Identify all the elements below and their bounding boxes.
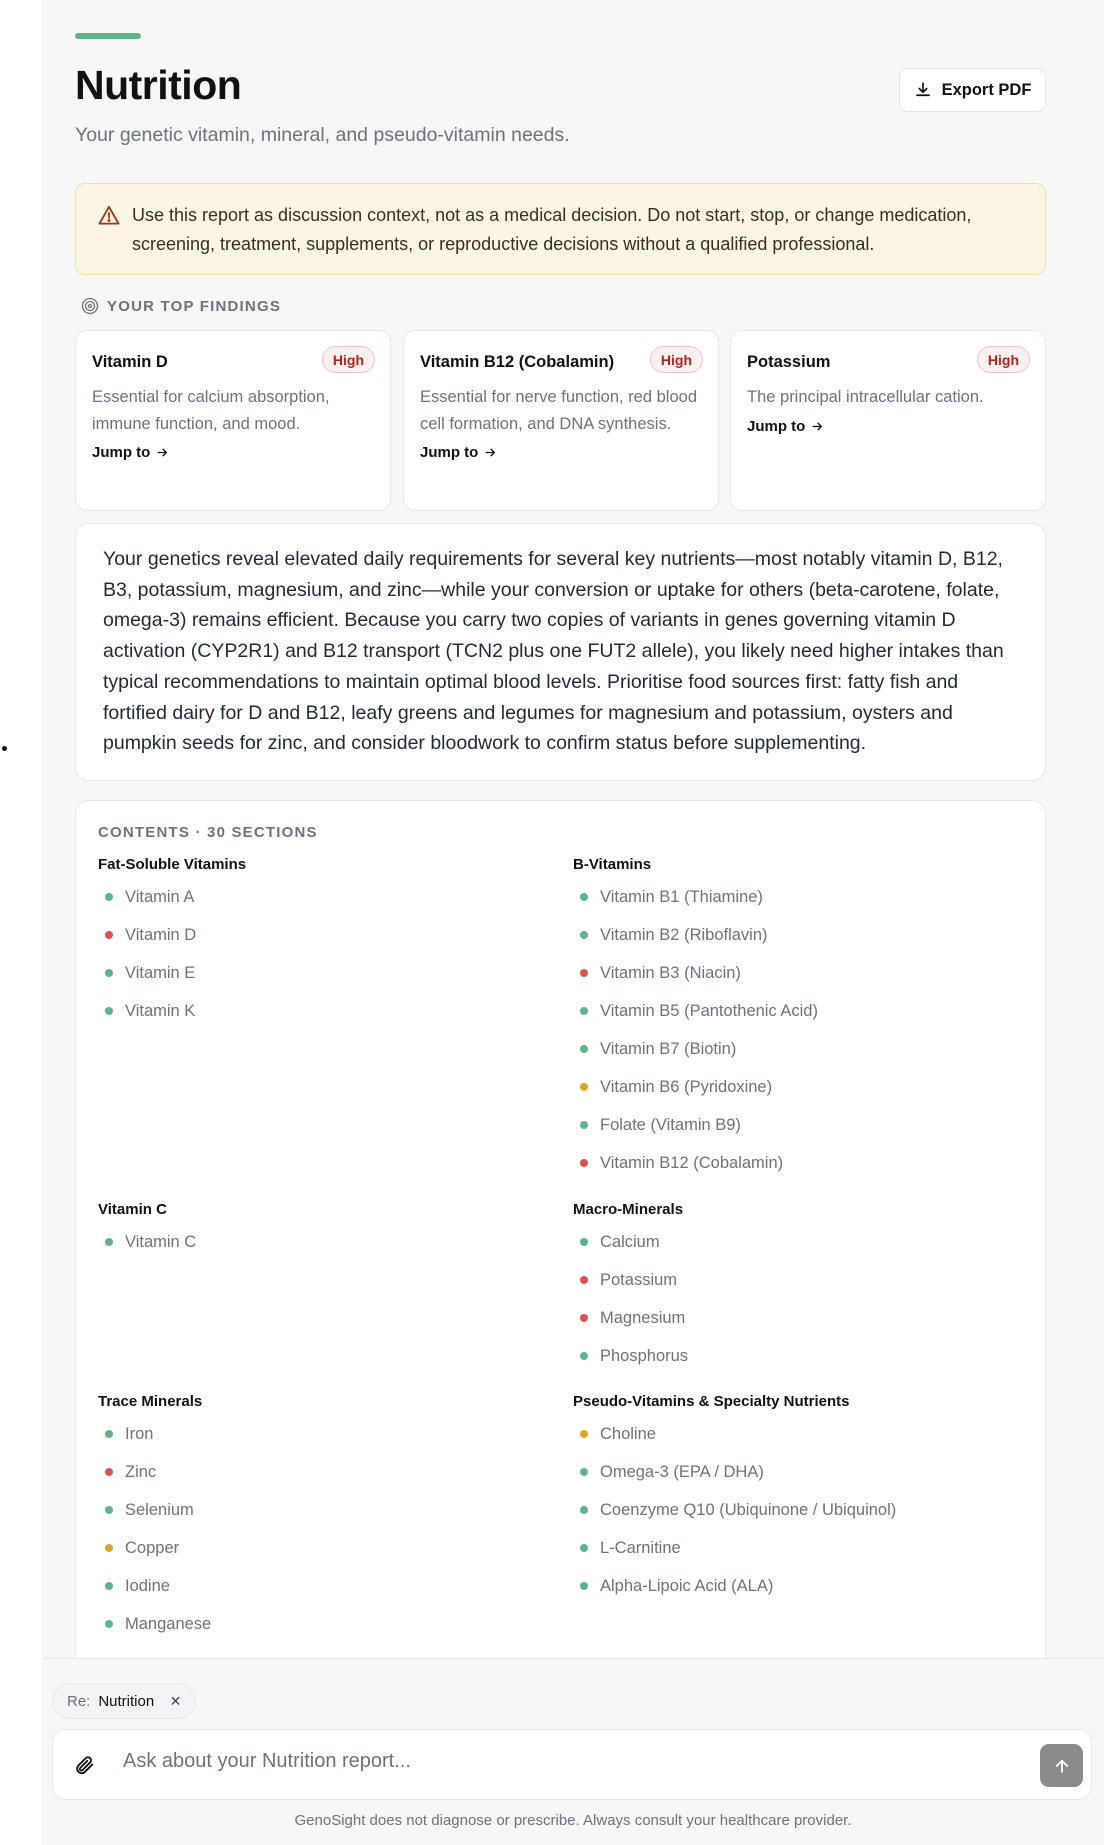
page-title: Nutrition [75,62,242,108]
contents-item[interactable] [98,954,538,992]
contents-item-label: Coenzyme Q10 (Ubiquinone / Ubiquinol) [600,1500,897,1519]
contents-item-label: Vitamin K [125,1001,196,1020]
jump-to-link[interactable] [747,418,1029,435]
contents-item-label: Vitamin B3 (Niacin) [600,963,741,982]
status-dot [105,931,113,939]
priority-badge: High [650,346,703,373]
arrow-right-icon [156,446,169,459]
contents-item[interactable] [573,1299,1013,1337]
status-dot [580,1121,588,1129]
status-dot [580,1352,588,1360]
send-button[interactable] [1040,1744,1083,1787]
contents-item-label: Phosphorus [600,1346,689,1365]
status-dot [105,969,113,977]
contents-item-label: Manganese [125,1614,212,1633]
contents-item[interactable] [573,1106,1013,1144]
contents-group [573,856,1013,1182]
contents-item-label: Vitamin B5 (Pantothenic Acid) [600,1001,818,1020]
contents-item[interactable] [98,878,538,916]
contents-label: CONTENTS · 30 SECTIONS [98,824,318,841]
contents-item-label: Magnesium [600,1308,686,1327]
status-dot [105,1238,113,1246]
contents-item[interactable] [573,916,1013,954]
status-dot [105,1582,113,1590]
finding-title: Vitamin D [92,353,168,371]
contents-item-label: Vitamin B7 (Biotin) [600,1039,737,1058]
chat-input[interactable]: Ask about your Nutrition report... [123,1750,411,1772]
status-dot [580,1159,588,1167]
context-chip [52,1683,196,1719]
status-dot [580,1468,588,1476]
contents-group [573,1201,1013,1375]
status-dot [105,1506,113,1514]
contents-group-title: Vitamin C [98,1201,167,1218]
sidebar-strip [0,0,42,1845]
contents-group [98,1393,538,1643]
arrow-up-icon [1053,1757,1071,1775]
status-dot [105,1468,113,1476]
contents-item-label: L-Carnitine [600,1538,681,1557]
status-dot [105,1620,113,1628]
contents-item[interactable] [98,1605,538,1643]
status-dot [105,1544,113,1552]
contents-item[interactable] [98,1453,538,1491]
top-findings-heading [81,297,281,315]
export-pdf-button[interactable] [899,68,1046,112]
sidebar-indicator-dot [2,746,7,751]
arrow-right-icon [484,446,497,459]
contents-item-label: Vitamin E [125,963,196,982]
contents-item[interactable] [573,1529,1013,1567]
context-chip-topic: Nutrition [98,1692,155,1710]
contents-group-title: B-Vitamins [573,856,652,873]
close-icon[interactable]: × [170,1690,181,1711]
priority-badge: High [322,346,375,373]
contents-item[interactable] [573,954,1013,992]
chat-input-box[interactable] [52,1729,1092,1800]
contents-item[interactable] [573,1261,1013,1299]
contents-item[interactable] [98,1491,538,1529]
jump-to-label: Jump to [420,444,479,461]
finding-card [730,330,1046,511]
page-subtitle: Your genetic vitamin, mineral, and pseudo-vitamin needs. [75,124,570,146]
status-dot [580,1314,588,1322]
status-dot [580,1582,588,1590]
contents-item-label: Folate (Vitamin B9) [600,1115,741,1134]
contents-item[interactable] [573,1491,1013,1529]
arrow-right-icon [811,420,824,433]
contents-item[interactable] [573,1068,1013,1106]
contents-item[interactable] [573,1415,1013,1453]
contents-item[interactable] [98,992,538,1030]
contents-item-label: Vitamin D [125,925,197,944]
jump-to-label: Jump to [747,417,806,435]
status-dot [580,1007,588,1015]
contents-item-label: Vitamin B1 (Thiamine) [600,887,763,906]
warning-text: Use this report as discussion context, not as a medical decision. Do not start, stop, or change medication, screening, treatment, supplements, or reproductive decisions without a qualified professional. [132,205,972,254]
jump-to-link[interactable] [92,444,374,461]
accent-bar [75,33,141,39]
contents-item-label: Vitamin C [125,1232,197,1251]
finding-title: Vitamin B12 (Cobalamin) [420,353,615,371]
jump-to-label: Jump to [92,444,151,461]
contents-item[interactable] [98,916,538,954]
finding-card [75,330,391,511]
contents-item-label: Vitamin B12 (Cobalamin) [600,1153,784,1172]
finding-description: Essential for calcium absorption, immune function, and mood. [92,388,330,433]
contents-item[interactable] [573,1453,1013,1491]
status-dot [580,969,588,977]
finding-title: Potassium [747,353,831,371]
disclaimer-text: GenoSight does not diagnose or prescribe. Always consult your healthcare provider. [294,1812,852,1829]
contents-group-title: Pseudo-Vitamins & Specialty Nutrients [573,1393,850,1410]
contents-item[interactable] [573,1030,1013,1068]
contents-group-title: Trace Minerals [98,1393,203,1410]
contents-item-label: Selenium [125,1500,194,1519]
export-pdf-label: Export PDF [941,80,1032,99]
status-dot [580,1506,588,1514]
contents-item-label: Alpha-Lipoic Acid (ALA) [600,1576,774,1595]
finding-description: The principal intracellular cation. [747,388,984,406]
contents-item-label: Choline [600,1424,656,1443]
contents-item[interactable] [98,1223,538,1261]
status-dot [580,1544,588,1552]
target-icon [81,297,99,315]
contents-item[interactable] [573,1223,1013,1261]
contents-item-label: Calcium [600,1232,660,1251]
contents-group-title: Fat-Soluble Vitamins [98,856,247,873]
contents-item-label: Vitamin B6 (Pyridoxine) [600,1077,773,1096]
contents-item[interactable] [573,992,1013,1030]
context-chip-prefix: Re: [67,1692,91,1710]
contents-item-label: Vitamin A [125,887,195,906]
contents-item-label: Omega-3 (EPA / DHA) [600,1462,764,1481]
contents-item[interactable] [573,1337,1013,1375]
paperclip-icon[interactable] [73,1754,95,1776]
jump-to-link[interactable] [420,444,702,461]
status-dot [580,1083,588,1091]
contents-item[interactable] [98,1567,538,1605]
contents-group [98,1201,538,1261]
report-main [42,0,1104,1845]
status-dot [580,1238,588,1246]
chat-composer [42,1658,1104,1845]
contents-item-label: Zinc [125,1462,157,1481]
contents-item[interactable] [573,878,1013,916]
contents-item[interactable] [98,1529,538,1567]
status-dot [105,893,113,901]
status-dot [105,1430,113,1438]
download-icon [914,81,932,99]
contents-group [98,856,538,1030]
top-findings-label: YOUR TOP FINDINGS [107,297,282,315]
genetic-summary: Your genetics reveal elevated daily requirements for several key nutrients—most notably vitamin D, B12, B3, potassium, magnesium, and zinc—while your conversion or uptake for others (beta-carotene, folate, omega-3) remains efficient. Because you carry two copies of variants in genes governing vitamin D activation (CYP2R1) and B12 transport (TCN2 plus one FUT2 allele), you likely need higher intakes than typical recommendations to maintain optimal blood levels. Prioritise food sources first: fatty fish and fortified dairy for D and B12, leafy greens and legumes for magnesium and potassium, oysters and pumpkin seeds for zinc, and consider bloodwork to confirm status before supplementing. [75,523,1046,781]
contents-group-title: Macro-Minerals [573,1201,684,1218]
contents-item[interactable] [98,1415,538,1453]
finding-card [403,330,719,511]
status-dot [580,931,588,939]
contents-item[interactable] [573,1567,1013,1605]
status-dot [580,893,588,901]
status-dot [105,1007,113,1015]
contents-item-label: Iodine [125,1576,170,1595]
finding-description: Essential for nerve function, red blood cell formation, and DNA synthesis. [420,388,697,433]
warning-icon [98,205,120,225]
status-dot [580,1045,588,1053]
status-dot [580,1276,588,1284]
contents-group [573,1393,1013,1605]
priority-badge: High [977,346,1030,373]
contents-item-label: Vitamin B2 (Riboflavin) [600,925,768,944]
contents-item-label: Potassium [600,1270,678,1289]
contents-item-label: Copper [125,1538,180,1557]
status-dot [580,1430,588,1438]
contents-item-label: Iron [125,1424,154,1443]
medical-warning-banner [75,183,1046,275]
contents-item[interactable] [573,1144,1013,1182]
